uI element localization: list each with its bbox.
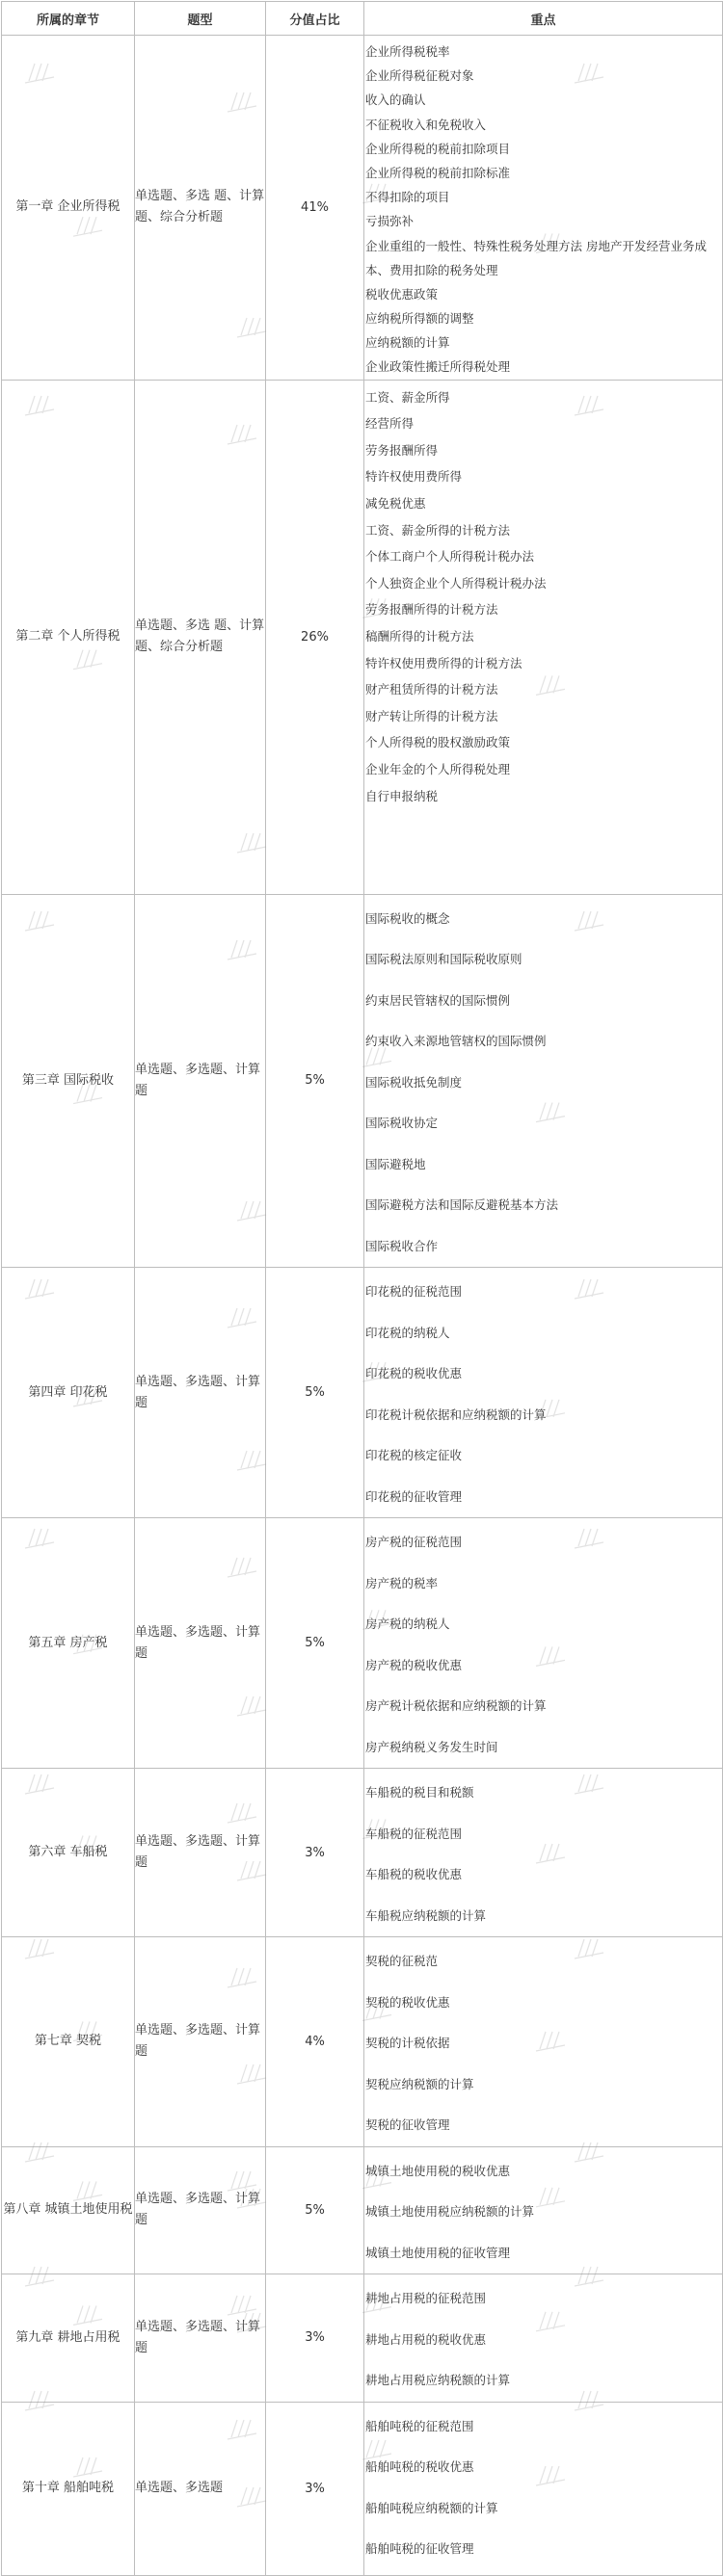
key-point-item: 契税的征税范 bbox=[365, 1954, 439, 1969]
key-points-cell bbox=[364, 36, 723, 381]
key-point-item: 契税应纳税额的计算 bbox=[365, 2076, 474, 2091]
score-ratio-cell: 5% bbox=[266, 1268, 364, 1518]
syllabus-table bbox=[1, 1, 723, 2576]
key-point-item: 车船税应纳税额的计算 bbox=[365, 1907, 487, 1923]
key-point-item: 劳务报酬所得 bbox=[365, 442, 439, 458]
key-point-item: 约束收入来源地管辖权的国际惯例 bbox=[365, 1034, 547, 1049]
score-ratio-cell: 3% bbox=[266, 1769, 364, 1937]
key-point-item: 财产转让所得的计税方法 bbox=[365, 708, 498, 723]
key-point-item: 房产税计税依据和应纳税额的计算 bbox=[365, 1698, 547, 1714]
chapter-cell: 第四章 印花税 bbox=[2, 1268, 135, 1518]
key-point-item: 亏损弥补 bbox=[365, 214, 415, 229]
score-ratio-cell: 5% bbox=[266, 894, 364, 1268]
key-point-item: 契税的税收优惠 bbox=[365, 1994, 450, 2010]
score-ratio-cell: 26% bbox=[266, 380, 364, 894]
key-point-item: 耕地占用税应纳税额的计算 bbox=[365, 2373, 511, 2388]
key-point-item: 国际税法原则和国际税收原则 bbox=[365, 952, 522, 967]
key-point-item: 房产税纳税义务发生时间 bbox=[365, 1739, 498, 1754]
key-point-item: 劳务报酬所得的计税方法 bbox=[365, 602, 498, 618]
key-point-item: 印花税的税收优惠 bbox=[365, 1366, 463, 1381]
key-point-item: 国际税收的概念 bbox=[365, 910, 450, 926]
key-point-item: 契税的征收管理 bbox=[365, 2117, 450, 2133]
key-point-item: 房产税的纳税人 bbox=[365, 1617, 450, 1632]
key-point-item: 印花税计税依据和应纳税额的计算 bbox=[365, 1406, 547, 1422]
key-point-item: 稿酬所得的计税方法 bbox=[365, 629, 474, 644]
key-point-item: 约束居民管辖权的国际惯例 bbox=[365, 992, 511, 1008]
key-point-item: 应纳税所得额的调整 bbox=[365, 311, 474, 327]
score-ratio-cell: 3% bbox=[266, 2402, 364, 2575]
key-point-item: 企业政策性搬迁所得税处理 bbox=[365, 359, 511, 375]
score-ratio-cell: 5% bbox=[266, 2146, 364, 2274]
key-point-item: 房产税的税收优惠 bbox=[365, 1657, 463, 1672]
question-type-cell: 单选题、多选题、计算题 bbox=[135, 1937, 266, 2147]
chapter-cell: 第二章 个人所得税 bbox=[2, 380, 135, 894]
table-row bbox=[2, 1769, 723, 1937]
key-point-item: 城镇土地使用税的税收优惠 bbox=[365, 2163, 511, 2178]
key-point-item: 个体工商户个人所得税计税办法 bbox=[365, 549, 535, 565]
key-point-item: 不征税收入和免税收入 bbox=[365, 117, 487, 132]
key-point-item: 房产税的税率 bbox=[365, 1575, 439, 1590]
key-point-item: 税收优惠政策 bbox=[365, 286, 439, 302]
question-type-cell: 单选题、多选题、计算题 bbox=[135, 1268, 266, 1518]
key-points-cell bbox=[364, 1268, 723, 1518]
score-ratio-cell: 3% bbox=[266, 2274, 364, 2403]
key-points-cell bbox=[364, 894, 723, 1268]
key-point-item: 印花税的征税范围 bbox=[365, 1284, 463, 1300]
key-point-item: 国际税收协定 bbox=[365, 1116, 439, 1131]
key-point-item: 企业所得税税率 bbox=[365, 44, 450, 59]
chapter-cell: 第十章 船舶吨税 bbox=[2, 2402, 135, 2575]
header-question-type: 题型 bbox=[135, 2, 266, 36]
key-point-item: 自行申报纳税 bbox=[365, 788, 439, 803]
key-points-cell bbox=[364, 1937, 723, 2147]
key-point-item: 车船税的税目和税额 bbox=[365, 1785, 474, 1801]
key-point-item: 耕地占用税的征税范围 bbox=[365, 2291, 487, 2306]
key-point-item: 个人独资企业个人所得税计税办法 bbox=[365, 575, 547, 591]
key-point-item: 城镇土地使用税的征收管理 bbox=[365, 2245, 511, 2260]
table-row bbox=[2, 2402, 723, 2575]
question-type-cell: 单选题、多选题、计算题 bbox=[135, 1518, 266, 1769]
key-point-item: 工资、薪金所得的计税方法 bbox=[365, 522, 511, 538]
score-ratio-cell: 4% bbox=[266, 1937, 364, 2147]
key-point-item: 印花税的核定征收 bbox=[365, 1448, 463, 1463]
key-point-item: 国际税收抵免制度 bbox=[365, 1074, 463, 1090]
key-point-item: 契税的计税依据 bbox=[365, 2036, 450, 2051]
score-ratio-cell: 5% bbox=[266, 1518, 364, 1769]
table-row bbox=[2, 894, 723, 1268]
key-points-cell bbox=[364, 2402, 723, 2575]
key-point-item: 经营所得 bbox=[365, 416, 415, 432]
key-point-item: 企业所得税征税对象 bbox=[365, 68, 474, 84]
chapter-cell: 第六章 车船税 bbox=[2, 1769, 135, 1937]
key-point-item: 个人所得税的股权激励政策 bbox=[365, 735, 511, 750]
table-row bbox=[2, 380, 723, 894]
header-row bbox=[2, 2, 723, 36]
key-point-item: 财产租赁所得的计税方法 bbox=[365, 682, 498, 697]
question-type-cell: 单选题、多选 题、计算题、综合分析题 bbox=[135, 380, 266, 894]
key-point-item: 船舶吨税的税收优惠 bbox=[365, 2459, 474, 2475]
table-row bbox=[2, 2146, 723, 2274]
key-point-item: 特许权使用费所得的计税方法 bbox=[365, 655, 522, 670]
chapter-cell: 第八章 城镇土地使用税 bbox=[2, 2146, 135, 2274]
key-points-cell bbox=[364, 1518, 723, 1769]
key-point-item: 收入的确认 bbox=[365, 92, 426, 108]
key-point-item: 车船税的征税范围 bbox=[365, 1826, 463, 1841]
key-points-cell bbox=[364, 380, 723, 894]
key-points-cell bbox=[364, 1769, 723, 1937]
table-row bbox=[2, 1937, 723, 2147]
key-point-item: 国际避税地 bbox=[365, 1156, 426, 1171]
key-point-item: 耕地占用税的税收优惠 bbox=[365, 2331, 487, 2347]
table-row bbox=[2, 36, 723, 381]
key-points-cell bbox=[364, 2146, 723, 2274]
key-point-item: 船舶吨税的征税范围 bbox=[365, 2418, 474, 2433]
key-point-item: 印花税的纳税人 bbox=[365, 1325, 450, 1340]
score-ratio-cell: 41% bbox=[266, 36, 364, 381]
key-point-item: 国际税收合作 bbox=[365, 1238, 439, 1253]
key-point-item: 房产税的征税范围 bbox=[365, 1535, 463, 1550]
chapter-cell: 第七章 契税 bbox=[2, 1937, 135, 2147]
key-point-item: 国际避税方法和国际反避税基本方法 bbox=[365, 1197, 559, 1213]
key-point-item: 工资、薪金所得 bbox=[365, 389, 450, 405]
question-type-cell: 单选题、多选 题、计算题、综合分析题 bbox=[135, 36, 266, 381]
chapter-cell: 第一章 企业所得税 bbox=[2, 36, 135, 381]
header-key-points: 重点 bbox=[364, 2, 723, 36]
header-score-ratio: 分值占比 bbox=[266, 2, 364, 36]
key-points-cell bbox=[364, 2274, 723, 2403]
table-row bbox=[2, 1268, 723, 1518]
question-type-cell: 单选题、多选题、计算题 bbox=[135, 1769, 266, 1937]
key-point-item: 不得扣除的项目 bbox=[365, 190, 450, 205]
key-point-item: 企业重组的一般性、特殊性税务处理方法 房地产开发经营业务成本、费用扣除的税务处理 bbox=[365, 238, 707, 277]
question-type-cell: 单选题、多选题、计算题 bbox=[135, 2146, 266, 2274]
key-point-item: 船舶吨税应纳税额的计算 bbox=[365, 2500, 498, 2515]
key-point-item: 印花税的征收管理 bbox=[365, 1488, 463, 1504]
key-point-item: 特许权使用费所得 bbox=[365, 469, 463, 485]
question-type-cell: 单选题、多选题 bbox=[135, 2402, 266, 2575]
chapter-cell: 第九章 耕地占用税 bbox=[2, 2274, 135, 2403]
key-point-item: 减免税优惠 bbox=[365, 496, 426, 512]
key-point-item: 船舶吨税的征收管理 bbox=[365, 2541, 474, 2557]
chapter-cell: 第三章 国际税收 bbox=[2, 894, 135, 1268]
key-point-item: 企业所得税的税前扣除项目 bbox=[365, 141, 511, 156]
question-type-cell: 单选题、多选题、计算题 bbox=[135, 2274, 266, 2403]
chapter-cell: 第五章 房产税 bbox=[2, 1518, 135, 1769]
key-point-item: 企业年金的个人所得税处理 bbox=[365, 761, 511, 776]
table-row bbox=[2, 1518, 723, 1769]
key-point-item: 车船税的税收优惠 bbox=[365, 1867, 463, 1882]
header-chapter: 所属的章节 bbox=[2, 2, 135, 36]
key-point-item: 应纳税额的计算 bbox=[365, 335, 450, 351]
key-point-item: 城镇土地使用税应纳税额的计算 bbox=[365, 2204, 535, 2220]
table-row bbox=[2, 2274, 723, 2403]
question-type-cell: 单选题、多选题、计算题 bbox=[135, 894, 266, 1268]
key-point-item: 企业所得税的税前扣除标准 bbox=[365, 165, 511, 180]
